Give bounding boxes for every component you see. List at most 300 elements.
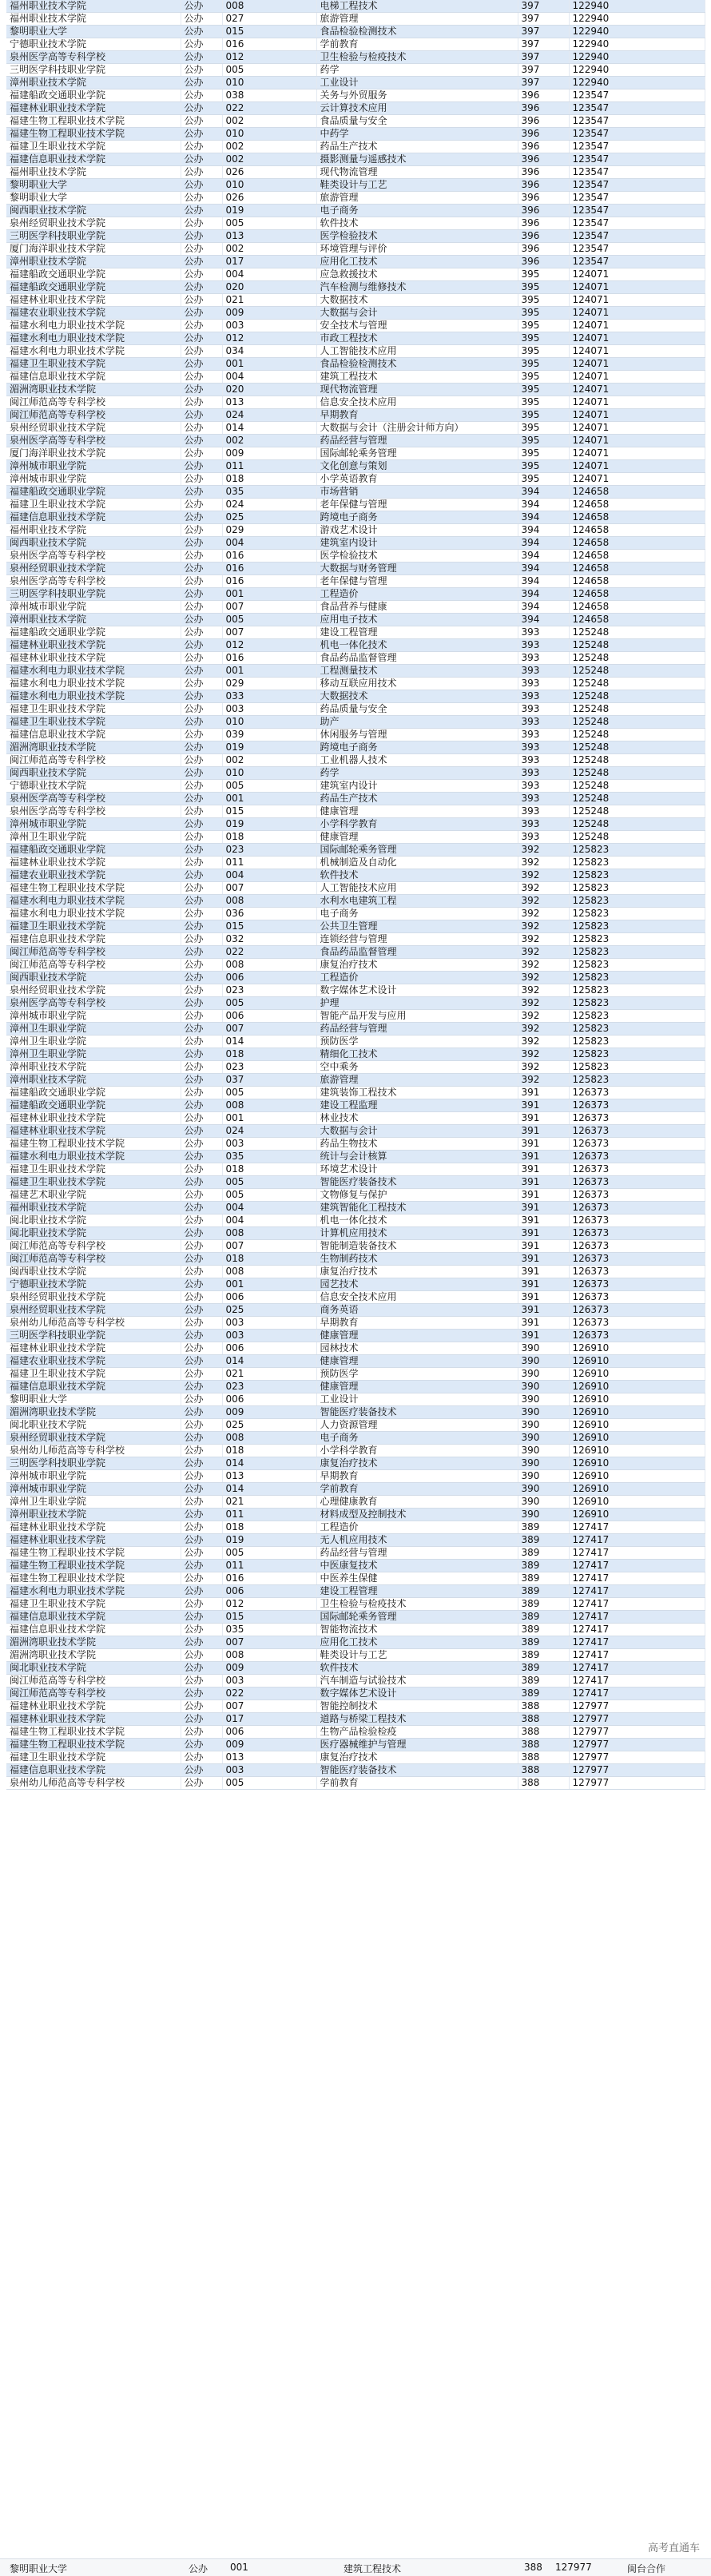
min-score-cell: 393 bbox=[518, 665, 569, 678]
table-row bbox=[6, 409, 705, 422]
school-cell: 福建水利电力职业技术学院 bbox=[6, 908, 181, 920]
min-rank-cell: 126373 bbox=[569, 1112, 705, 1125]
type-cell: 公办 bbox=[181, 1061, 222, 1074]
table-row bbox=[6, 1317, 705, 1330]
major-cell: 建筑工程技术 bbox=[316, 371, 518, 384]
min-score-cell: 391 bbox=[518, 1189, 569, 1202]
major-cell: 医疗器械维护与管理 bbox=[316, 1739, 518, 1751]
school-cell: 漳州职业技术学院 bbox=[6, 614, 181, 626]
min-rank-cell: 125248 bbox=[569, 818, 705, 831]
min-rank-cell: 126373 bbox=[569, 1099, 705, 1112]
major-cell: 卫生检验与检疫技术 bbox=[316, 1598, 518, 1611]
min-score-cell: 396 bbox=[518, 230, 569, 243]
major-cell: 公共卫生管理 bbox=[316, 920, 518, 933]
major-cell: 智能产品开发与应用 bbox=[316, 1010, 518, 1023]
type-cell: 公办 bbox=[181, 639, 222, 652]
school-cell: 福建水利电力职业技术学院 bbox=[6, 678, 181, 690]
major-cell: 康复治疗技术 bbox=[316, 1751, 518, 1764]
major-code-cell: 025 bbox=[222, 1304, 316, 1317]
min-rank-cell: 124071 bbox=[569, 307, 705, 320]
min-score-cell: 397 bbox=[518, 0, 569, 13]
school-cell: 漳州城市职业学院 bbox=[6, 818, 181, 831]
major-cell: 工程造价 bbox=[316, 1521, 518, 1534]
school-cell: 泉州经贸职业技术学院 bbox=[6, 563, 181, 575]
min-score-cell: 396 bbox=[518, 217, 569, 230]
major-code-cell: 018 bbox=[222, 831, 316, 844]
table-row bbox=[6, 1534, 705, 1547]
min-score-cell: 391 bbox=[518, 1317, 569, 1330]
school-cell: 福建卫生职业技术学院 bbox=[6, 1598, 181, 1611]
table-row bbox=[6, 1688, 705, 1700]
table-row bbox=[6, 946, 705, 959]
major-code-cell: 021 bbox=[222, 294, 316, 307]
major-code-cell: 027 bbox=[222, 13, 316, 26]
min-rank-cell: 124658 bbox=[569, 575, 705, 588]
min-rank-cell: 127417 bbox=[569, 1611, 705, 1624]
min-rank-cell: 126373 bbox=[569, 1278, 705, 1291]
type-cell: 公办 bbox=[181, 1432, 222, 1445]
school-cell: 闽江师范高等专科学校 bbox=[6, 959, 181, 972]
type-cell: 公办 bbox=[181, 1726, 222, 1739]
min-score-cell: 396 bbox=[518, 192, 569, 205]
major-code-cell: 004 bbox=[222, 537, 316, 550]
school-cell: 泉州幼儿师范高等专科学校 bbox=[6, 1777, 181, 1790]
major-code-cell: 034 bbox=[222, 345, 316, 358]
school-cell: 福建生物工程职业技术学院 bbox=[6, 1138, 181, 1151]
min-score-cell: 395 bbox=[518, 473, 569, 486]
table-row bbox=[6, 1649, 705, 1662]
major-code-cell: 011 bbox=[222, 460, 316, 473]
table-row bbox=[6, 1585, 705, 1598]
min-score-cell: 393 bbox=[518, 741, 569, 754]
table-row bbox=[6, 1112, 705, 1125]
type-cell: 公办 bbox=[181, 844, 222, 857]
major-code-cell: 019 bbox=[222, 741, 316, 754]
table-row bbox=[6, 332, 705, 345]
school-cell: 三明医学科技职业学院 bbox=[6, 588, 181, 601]
major-code-cell: 035 bbox=[222, 1151, 316, 1163]
major-cell: 电子商务 bbox=[316, 205, 518, 217]
school-cell: 宁德职业技术学院 bbox=[6, 38, 181, 51]
min-rank-cell: 124071 bbox=[569, 345, 705, 358]
min-rank-cell: 125823 bbox=[569, 1010, 705, 1023]
table-row bbox=[6, 920, 705, 933]
min-rank-cell: 123547 bbox=[569, 192, 705, 205]
school-cell: 漳州城市职业学院 bbox=[6, 1470, 181, 1483]
major-cell: 大数据与会计 bbox=[316, 1125, 518, 1138]
min-rank-cell: 124658 bbox=[569, 563, 705, 575]
school-cell: 宁德职业技术学院 bbox=[6, 780, 181, 793]
school-cell: 福建卫生职业技术学院 bbox=[6, 703, 181, 716]
min-score-cell: 392 bbox=[518, 1023, 569, 1036]
type-cell: 公办 bbox=[181, 1227, 222, 1240]
type-cell: 公办 bbox=[181, 1572, 222, 1585]
min-rank-cell: 123547 bbox=[569, 115, 705, 128]
school-cell: 福建生物工程职业技术学院 bbox=[6, 115, 181, 128]
min-rank-cell: 122940 bbox=[569, 26, 705, 38]
major-cell: 护理 bbox=[316, 997, 518, 1010]
min-rank-cell: 127977 bbox=[569, 1751, 705, 1764]
min-rank-cell: 126373 bbox=[569, 1151, 705, 1163]
major-cell: 人工智能技术应用 bbox=[316, 345, 518, 358]
major-code-cell: 005 bbox=[222, 217, 316, 230]
major-cell: 工程测量技术 bbox=[316, 665, 518, 678]
type-cell: 公办 bbox=[181, 857, 222, 869]
min-rank-cell: 123547 bbox=[569, 230, 705, 243]
type-cell: 公办 bbox=[181, 1214, 222, 1227]
table-row bbox=[6, 447, 705, 460]
major-code-cell: 002 bbox=[222, 153, 316, 166]
school-cell: 福建卫生职业技术学院 bbox=[6, 1751, 181, 1764]
table-row bbox=[6, 1151, 705, 1163]
type-cell: 公办 bbox=[181, 320, 222, 332]
school-cell: 闽北职业技术学院 bbox=[6, 1662, 181, 1675]
type-cell: 公办 bbox=[181, 1675, 222, 1688]
school-cell: 黎明职业大学 bbox=[6, 1393, 181, 1406]
major-cell: 旅游管理 bbox=[316, 1074, 518, 1087]
min-score-cell: 391 bbox=[518, 1151, 569, 1163]
min-score-cell: 396 bbox=[518, 141, 569, 153]
school-cell: 闽江师范高等专科学校 bbox=[6, 946, 181, 959]
type-cell: 公办 bbox=[181, 1189, 222, 1202]
min-score-cell: 391 bbox=[518, 1112, 569, 1125]
min-rank-cell: 123547 bbox=[569, 179, 705, 192]
table-row bbox=[6, 1176, 705, 1189]
school-cell: 福建林业职业技术学院 bbox=[6, 1521, 181, 1534]
major-code-cell: 018 bbox=[222, 1253, 316, 1266]
school-cell: 泉州经贸职业技术学院 bbox=[6, 984, 181, 997]
table-row bbox=[6, 371, 705, 384]
major-cell: 康复治疗技术 bbox=[316, 1266, 518, 1278]
min-rank-cell: 127417 bbox=[569, 1675, 705, 1688]
type-cell: 公办 bbox=[181, 1611, 222, 1624]
type-cell: 公办 bbox=[181, 1598, 222, 1611]
table-row bbox=[6, 1636, 705, 1649]
major-cell: 跨境电子商务 bbox=[316, 511, 518, 524]
type-cell: 公办 bbox=[181, 626, 222, 639]
major-cell: 应用化工技术 bbox=[316, 1636, 518, 1649]
min-rank-cell: 123547 bbox=[569, 128, 705, 141]
school-cell: 泉州经贸职业技术学院 bbox=[6, 1304, 181, 1317]
major-code-cell: 001 bbox=[222, 665, 316, 678]
school-cell: 漳州职业技术学院 bbox=[6, 77, 181, 89]
table-row bbox=[6, 614, 705, 626]
type-cell: 公办 bbox=[181, 1509, 222, 1521]
table-row bbox=[6, 1304, 705, 1317]
min-score-cell: 391 bbox=[518, 1304, 569, 1317]
min-rank-cell: 124071 bbox=[569, 396, 705, 409]
major-cell: 电梯工程技术 bbox=[316, 0, 518, 13]
min-score-cell: 389 bbox=[518, 1611, 569, 1624]
type-cell: 公办 bbox=[181, 281, 222, 294]
school-cell: 福建林业职业技术学院 bbox=[6, 857, 181, 869]
min-rank-cell: 126910 bbox=[569, 1445, 705, 1457]
major-code-cell: 012 bbox=[222, 332, 316, 345]
type-cell: 公办 bbox=[181, 486, 222, 499]
min-score-cell: 392 bbox=[518, 972, 569, 984]
table-row bbox=[6, 1611, 705, 1624]
min-rank-cell: 127417 bbox=[569, 1649, 705, 1662]
school-cell: 闽西职业技术学院 bbox=[6, 205, 181, 217]
major-cell: 智能物流技术 bbox=[316, 1624, 518, 1636]
min-rank-cell: 125823 bbox=[569, 972, 705, 984]
major-code-cell: 001 bbox=[222, 358, 316, 371]
table-row bbox=[6, 1240, 705, 1253]
major-code-cell: 015 bbox=[222, 26, 316, 38]
school-cell: 泉州幼儿师范高等专科学校 bbox=[6, 1445, 181, 1457]
type-cell: 公办 bbox=[181, 89, 222, 102]
table-row bbox=[6, 767, 705, 780]
major-code-cell: 005 bbox=[222, 1777, 316, 1790]
footer-rank: 127977 bbox=[555, 2562, 592, 2573]
min-rank-cell: 126373 bbox=[569, 1266, 705, 1278]
min-rank-cell: 124658 bbox=[569, 499, 705, 511]
table-row bbox=[6, 1010, 705, 1023]
min-rank-cell: 123547 bbox=[569, 243, 705, 256]
major-cell: 生物制药技术 bbox=[316, 1253, 518, 1266]
table-row bbox=[6, 1355, 705, 1368]
min-score-cell: 393 bbox=[518, 716, 569, 729]
major-code-cell: 008 bbox=[222, 1266, 316, 1278]
major-cell: 生物产品检验检疫 bbox=[316, 1726, 518, 1739]
min-rank-cell: 124071 bbox=[569, 409, 705, 422]
school-cell: 福建信息职业技术学院 bbox=[6, 1611, 181, 1624]
table-row bbox=[6, 588, 705, 601]
major-cell: 道路与桥梁工程技术 bbox=[316, 1713, 518, 1726]
major-code-cell: 015 bbox=[222, 920, 316, 933]
min-score-cell: 393 bbox=[518, 831, 569, 844]
school-cell: 福建信息职业技术学院 bbox=[6, 1624, 181, 1636]
type-cell: 公办 bbox=[181, 665, 222, 678]
major-cell: 建筑室内设计 bbox=[316, 780, 518, 793]
major-cell: 大数据与会计（注册会计师方向） bbox=[316, 422, 518, 435]
min-score-cell: 389 bbox=[518, 1585, 569, 1598]
min-rank-cell: 123547 bbox=[569, 141, 705, 153]
school-cell: 闽江师范高等专科学校 bbox=[6, 1253, 181, 1266]
min-rank-cell: 125248 bbox=[569, 639, 705, 652]
school-cell: 福建船政交通职业学院 bbox=[6, 281, 181, 294]
school-cell: 福建卫生职业技术学院 bbox=[6, 1163, 181, 1176]
type-cell: 公办 bbox=[181, 511, 222, 524]
major-code-cell: 015 bbox=[222, 805, 316, 818]
major-code-cell: 007 bbox=[222, 1023, 316, 1036]
major-cell: 园艺技术 bbox=[316, 1278, 518, 1291]
major-cell: 早期教育 bbox=[316, 409, 518, 422]
major-cell: 健康管理 bbox=[316, 831, 518, 844]
min-rank-cell: 126373 bbox=[569, 1253, 705, 1266]
major-code-cell: 002 bbox=[222, 141, 316, 153]
type-cell: 公办 bbox=[181, 831, 222, 844]
major-code-cell: 002 bbox=[222, 243, 316, 256]
major-cell: 药学 bbox=[316, 767, 518, 780]
major-cell: 小学科学教育 bbox=[316, 818, 518, 831]
major-code-cell: 023 bbox=[222, 984, 316, 997]
min-score-cell: 393 bbox=[518, 780, 569, 793]
table-row bbox=[6, 1202, 705, 1214]
type-cell: 公办 bbox=[181, 179, 222, 192]
major-code-cell: 019 bbox=[222, 1534, 316, 1547]
table-row bbox=[6, 1496, 705, 1509]
min-score-cell: 389 bbox=[518, 1560, 569, 1572]
school-cell: 福建林业职业技术学院 bbox=[6, 1700, 181, 1713]
type-cell: 公办 bbox=[181, 77, 222, 89]
table-row bbox=[6, 1278, 705, 1291]
min-score-cell: 389 bbox=[518, 1598, 569, 1611]
type-cell: 公办 bbox=[181, 1087, 222, 1099]
type-cell: 公办 bbox=[181, 972, 222, 984]
table-row bbox=[6, 166, 705, 179]
table-row bbox=[6, 1675, 705, 1688]
type-cell: 公办 bbox=[181, 256, 222, 268]
type-cell: 公办 bbox=[181, 422, 222, 435]
min-score-cell: 389 bbox=[518, 1662, 569, 1675]
major-code-cell: 018 bbox=[222, 1445, 316, 1457]
type-cell: 公办 bbox=[181, 1381, 222, 1393]
min-score-cell: 391 bbox=[518, 1163, 569, 1176]
major-cell: 医学检验技术 bbox=[316, 550, 518, 563]
table-row bbox=[6, 115, 705, 128]
table-row bbox=[6, 1074, 705, 1087]
min-score-cell: 393 bbox=[518, 767, 569, 780]
min-rank-cell: 125823 bbox=[569, 1036, 705, 1048]
school-cell: 漳州城市职业学院 bbox=[6, 473, 181, 486]
min-score-cell: 389 bbox=[518, 1572, 569, 1585]
major-code-cell: 014 bbox=[222, 1483, 316, 1496]
major-code-cell: 017 bbox=[222, 1713, 316, 1726]
table-row bbox=[6, 895, 705, 908]
min-score-cell: 396 bbox=[518, 153, 569, 166]
min-score-cell: 390 bbox=[518, 1393, 569, 1406]
major-cell: 大数据技术 bbox=[316, 690, 518, 703]
min-score-cell: 390 bbox=[518, 1355, 569, 1368]
min-rank-cell: 127417 bbox=[569, 1521, 705, 1534]
min-score-cell: 394 bbox=[518, 537, 569, 550]
min-score-cell: 394 bbox=[518, 524, 569, 537]
table-row bbox=[6, 780, 705, 793]
major-code-cell: 005 bbox=[222, 614, 316, 626]
major-code-cell: 002 bbox=[222, 754, 316, 767]
major-code-cell: 010 bbox=[222, 77, 316, 89]
major-cell: 建设工程监理 bbox=[316, 1099, 518, 1112]
min-rank-cell: 124658 bbox=[569, 486, 705, 499]
major-code-cell: 024 bbox=[222, 499, 316, 511]
major-cell: 药学 bbox=[316, 64, 518, 77]
table-row bbox=[6, 1330, 705, 1342]
type-cell: 公办 bbox=[181, 563, 222, 575]
school-cell: 湄洲湾职业技术学院 bbox=[6, 1649, 181, 1662]
major-cell: 康复治疗技术 bbox=[316, 1457, 518, 1470]
school-cell: 福建船政交通职业学院 bbox=[6, 1099, 181, 1112]
major-cell: 文物修复与保护 bbox=[316, 1189, 518, 1202]
type-cell: 公办 bbox=[181, 409, 222, 422]
school-cell: 福建水利电力职业技术学院 bbox=[6, 1151, 181, 1163]
table-row bbox=[6, 537, 705, 550]
min-rank-cell: 127417 bbox=[569, 1624, 705, 1636]
min-rank-cell: 124658 bbox=[569, 550, 705, 563]
school-cell: 福建船政交通职业学院 bbox=[6, 1087, 181, 1099]
major-code-cell: 004 bbox=[222, 1202, 316, 1214]
school-cell: 福建生物工程职业技术学院 bbox=[6, 1726, 181, 1739]
min-score-cell: 394 bbox=[518, 486, 569, 499]
min-rank-cell: 126373 bbox=[569, 1125, 705, 1138]
major-code-cell: 006 bbox=[222, 1393, 316, 1406]
min-rank-cell: 124658 bbox=[569, 524, 705, 537]
school-cell: 福建水利电力职业技术学院 bbox=[6, 345, 181, 358]
type-cell: 公办 bbox=[181, 933, 222, 946]
type-cell: 公办 bbox=[181, 920, 222, 933]
school-cell: 福州职业技术学院 bbox=[6, 166, 181, 179]
min-rank-cell: 127977 bbox=[569, 1777, 705, 1790]
major-cell: 无人机应用技术 bbox=[316, 1534, 518, 1547]
type-cell: 公办 bbox=[181, 1151, 222, 1163]
min-score-cell: 395 bbox=[518, 358, 569, 371]
major-cell: 跨境电子商务 bbox=[316, 741, 518, 754]
type-cell: 公办 bbox=[181, 1445, 222, 1457]
table-row bbox=[6, 1087, 705, 1099]
school-cell: 漳州卫生职业学院 bbox=[6, 1048, 181, 1061]
school-cell: 漳州卫生职业学院 bbox=[6, 831, 181, 844]
table-row bbox=[6, 153, 705, 166]
min-score-cell: 395 bbox=[518, 268, 569, 281]
type-cell: 公办 bbox=[181, 805, 222, 818]
min-rank-cell: 127417 bbox=[569, 1688, 705, 1700]
table-row bbox=[6, 831, 705, 844]
major-cell: 早期教育 bbox=[316, 1470, 518, 1483]
major-cell: 智能医疗装备技术 bbox=[316, 1764, 518, 1777]
type-cell: 公办 bbox=[181, 908, 222, 920]
major-code-cell: 016 bbox=[222, 1572, 316, 1585]
type-cell: 公办 bbox=[181, 1125, 222, 1138]
table-row bbox=[6, 460, 705, 473]
min-score-cell: 391 bbox=[518, 1253, 569, 1266]
major-cell: 健康管理 bbox=[316, 805, 518, 818]
min-score-cell: 395 bbox=[518, 460, 569, 473]
major-cell: 游戏艺术设计 bbox=[316, 524, 518, 537]
min-score-cell: 391 bbox=[518, 1291, 569, 1304]
type-cell: 公办 bbox=[181, 1560, 222, 1572]
min-score-cell: 394 bbox=[518, 511, 569, 524]
min-score-cell: 391 bbox=[518, 1125, 569, 1138]
min-rank-cell: 126910 bbox=[569, 1419, 705, 1432]
school-cell: 漳州卫生职业学院 bbox=[6, 1496, 181, 1509]
school-cell: 泉州医学高等专科学校 bbox=[6, 793, 181, 805]
min-score-cell: 396 bbox=[518, 205, 569, 217]
table-row bbox=[6, 550, 705, 563]
major-cell: 大数据与财务管理 bbox=[316, 563, 518, 575]
major-code-cell: 018 bbox=[222, 473, 316, 486]
type-cell: 公办 bbox=[181, 217, 222, 230]
table-row bbox=[6, 511, 705, 524]
major-cell: 小学科学教育 bbox=[316, 1445, 518, 1457]
school-cell: 福建卫生职业技术学院 bbox=[6, 1176, 181, 1189]
min-score-cell: 396 bbox=[518, 179, 569, 192]
type-cell: 公办 bbox=[181, 38, 222, 51]
major-cell: 移动互联应用技术 bbox=[316, 678, 518, 690]
table-row bbox=[6, 690, 705, 703]
major-code-cell: 014 bbox=[222, 422, 316, 435]
table-row bbox=[6, 1342, 705, 1355]
min-score-cell: 392 bbox=[518, 882, 569, 895]
major-cell: 中医养生保健 bbox=[316, 1572, 518, 1585]
min-score-cell: 391 bbox=[518, 1087, 569, 1099]
min-rank-cell: 125248 bbox=[569, 703, 705, 716]
major-cell: 预防医学 bbox=[316, 1368, 518, 1381]
major-cell: 智能医疗装备技术 bbox=[316, 1406, 518, 1419]
table-row bbox=[6, 959, 705, 972]
major-code-cell: 001 bbox=[222, 793, 316, 805]
min-rank-cell: 125823 bbox=[569, 1023, 705, 1036]
type-cell: 公办 bbox=[181, 895, 222, 908]
